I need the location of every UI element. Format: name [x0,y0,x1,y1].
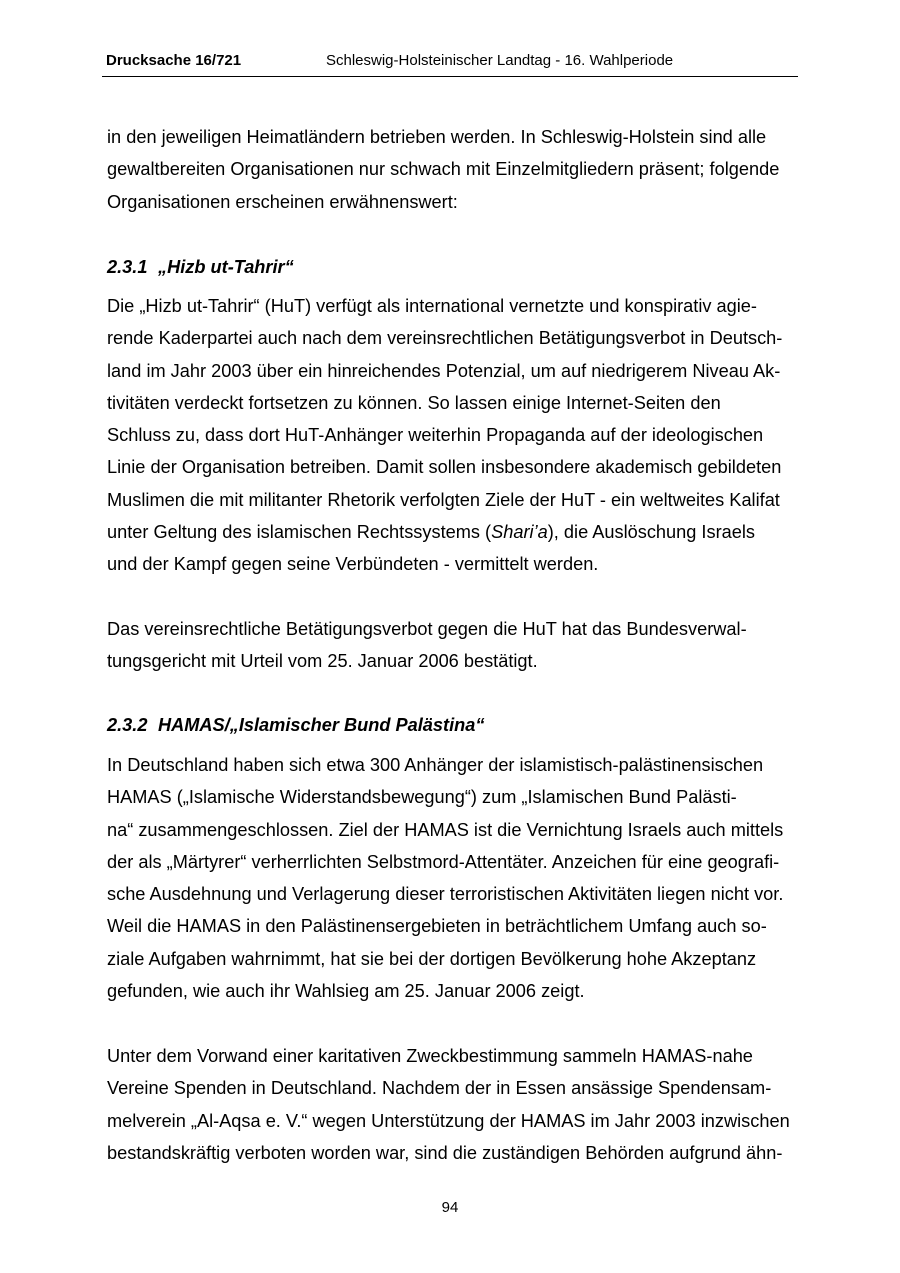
sharia-term: Shari’a [491,522,548,543]
section-title: „Hizb ut-Tahrir“ [158,257,294,277]
hizb-paragraph-1-text-a: Die „Hizb ut-Tahrir“ (HuT) verfügt als international vernetzte und konspirativ agie- rende Kaderpartei auch nach dem vereinsrechtlichen Betätigungsverbot in Deutsch- land im Jahr 2003 über ein hinreichendes Potenzial, um auf niedrigerem Niveau Ak- tivitäten verdeckt fortsetzen zu können. So lassen einige Internet-Seiten den Schluss zu, dass dort HuT-Anhänger weiterhin Propaganda auf der ideologischen Linie der Organisation betreiben. Damit sollen insbesondere akademisch gebildeten Muslimen die mit militanter Rhetorik verfolgten Ziele der HuT - ein weltweites Kalifat unter Geltung des islamischen Rechtssystems ( [107,296,783,543]
hamas-paragraph-2: Unter dem Vorwand einer karitativen Zweckbestimmung sammeln HAMAS-nahe Vereine Spenden in Deutschland. Nachdem der in Essen ansässige Spendensam- melverein „Al-Aqsa e. V.“ wegen Unterstützung der HAMAS im Jahr 2003 inzwischen bestandskräftig verboten worden war, sind die zuständigen Behörden aufgrund ähn- [107,1046,790,1163]
section-heading-2-3-1 [107,257,294,278]
page-number: 94 [441,1199,459,1216]
hizb-paragraph-1 [107,290,795,581]
document-number: Drucksache 16/721 [106,52,242,69]
section-title: HAMAS/„Islamischer Bund Palästina“ [158,715,485,735]
header-title: Schleswig-Holsteinischer Landtag - 16. Wahlperiode [326,52,674,69]
intro-paragraph: in den jeweiligen Heimatländern betrieben werden. In Schleswig-Holstein sind alle gewaltbereiten Organisationen nur schwach mit Einzelmitgliedern präsent; folgende Organisationen erscheinen erwähnenswert: [107,127,780,212]
section-heading-2-3-2 [107,715,484,736]
hamas-paragraph-1: In Deutschland haben sich etwa 300 Anhänger der islamistisch-palästinensischen HAMAS („Islamische Widerstandsbewegung“) zum „Islamischen Bund Palästi- na“ zusammengeschlossen. Ziel der HAMAS ist die Vernichtung Israels auch mittels der als „Märtyrer“ verherrlichten Selbstmord-Attentäter. Anzeichen für eine geografi- sche Ausdehnung und Verlagerung dieser terroristischen Aktivitäten liegen nicht vor. Weil die HAMAS in den Palästinensergebieten in beträchtlichem Umfang auch so- ziale Aufgaben wahrnimmt, hat sie bei der dortigen Bevölkerung hohe Akzeptanz gefunden, wie auch ihr Wahlsieg am 25. Januar 2006 zeigt. [107,755,784,1002]
section-number: 2.3.2 [107,715,148,735]
hizb-paragraph-2: Das vereinsrechtliche Betätigungsverbot gegen die HuT hat das Bundesverwal- tungsgericht mit Urteil vom 25. Januar 2006 bestätigt. [107,619,747,672]
page-header [102,52,798,77]
section-number: 2.3.1 [107,257,148,277]
hizb-paragraph-1-text-b: ), die Auslöschung Israels und der Kampf gegen seine Verbündeten - vermittelt werden. [107,522,755,575]
